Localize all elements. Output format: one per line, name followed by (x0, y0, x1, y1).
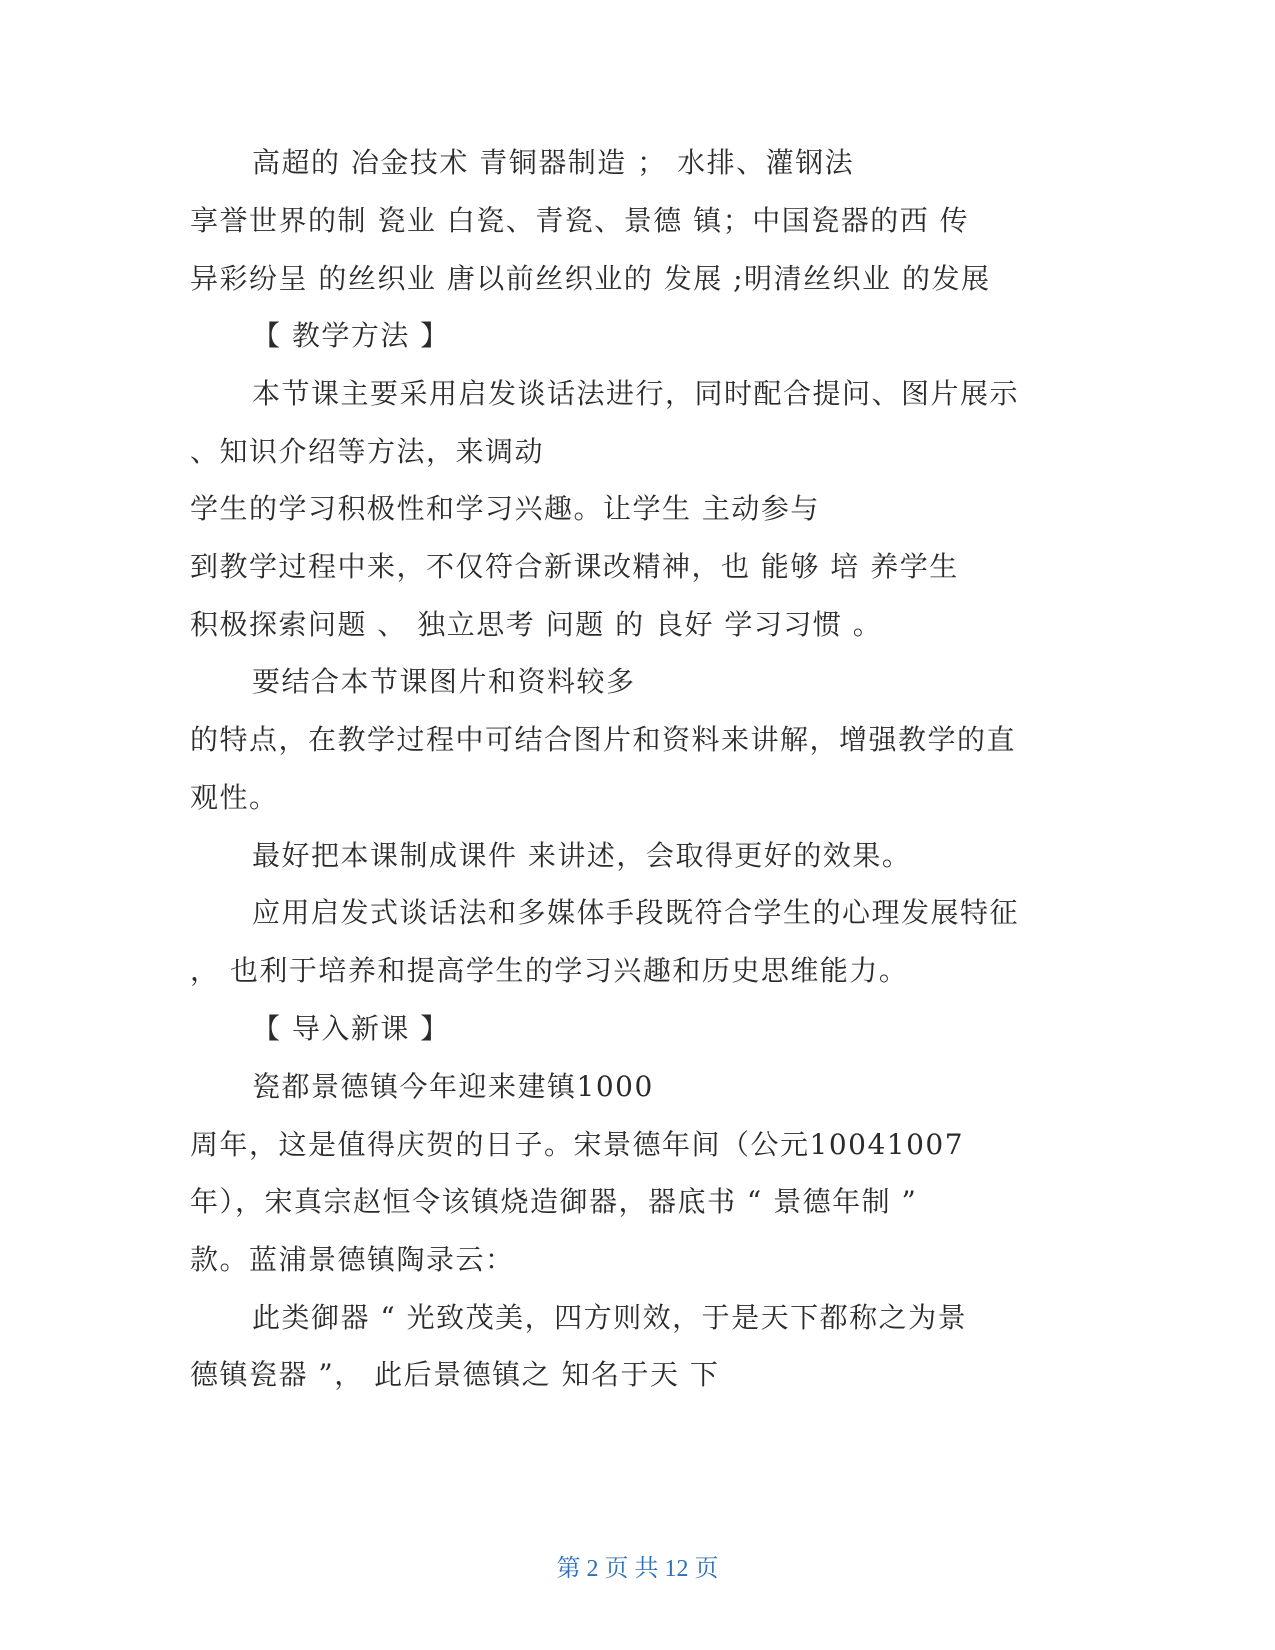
text-line: 观性。 (190, 781, 279, 814)
text-line: 此类御器 “ 光致茂美，四方则效，于是天下都称之为景 (252, 1301, 968, 1334)
text-line: 周年，这是值得庆贺的日子。宋景德年间（公元10041007 (190, 1128, 965, 1161)
text-line: 最好把本课制成课件 来讲述，会取得更好的效果。 (252, 839, 912, 872)
text-line: 到教学过程中来，不仅符合新课改精神，也 能够 培 养学生 (190, 550, 959, 583)
text-line: 积极探索问题 、 独立思考 问题 的 良好 学习习惯 。 (190, 608, 883, 641)
section-heading: 【 导入新课 】 (252, 1012, 450, 1045)
text-line: 应用启发式谈话法和多媒体手段既符合学生的心理发展特征 (252, 896, 1020, 929)
text-line: 本节课主要采用启发谈话法进行，同时配合提问、图片展示 (252, 377, 1020, 410)
text-line: 高超的 冶金技术 青铜器制造 ； 水排、灌钢法 (252, 146, 855, 179)
text-line: 、知识介绍等方法，来调动 (190, 435, 545, 468)
text-line: 年），宋真宗赵恒令该镇烧造御器，器底书 “ 景德年制 ” (190, 1185, 918, 1218)
text-line: 学生的学习积极性和学习兴趣。让学生 主动参与 (190, 492, 820, 525)
text-line: 异彩纷呈 的丝织业 唐以前丝织业的 发展 ;明清丝织业 的发展 (190, 262, 991, 295)
text-line: 德镇瓷器 ”， 此后景德镇之 知名于天 下 (190, 1358, 720, 1391)
text-line: 款。蓝浦景德镇陶录云： (190, 1243, 515, 1276)
text-line: 要结合本节课图片和资料较多 (252, 665, 636, 698)
text-line: 享誉世界的制 瓷业 白瓷、青瓷、景德 镇；中国瓷器的西 传 (190, 204, 970, 237)
page-number-footer: 第 2 页 共 12 页 (556, 1556, 719, 1582)
text-line: ， 也利于培养和提高学生的学习兴趣和历史思维能力。 (190, 954, 909, 987)
text-line: 的特点，在教学过程中可结合图片和资料来讲解，增强教学的直 (190, 723, 1017, 756)
text-line: 瓷都景德镇今年迎来建镇1000 (252, 1070, 654, 1103)
section-heading: 【 教学方法 】 (252, 319, 450, 352)
